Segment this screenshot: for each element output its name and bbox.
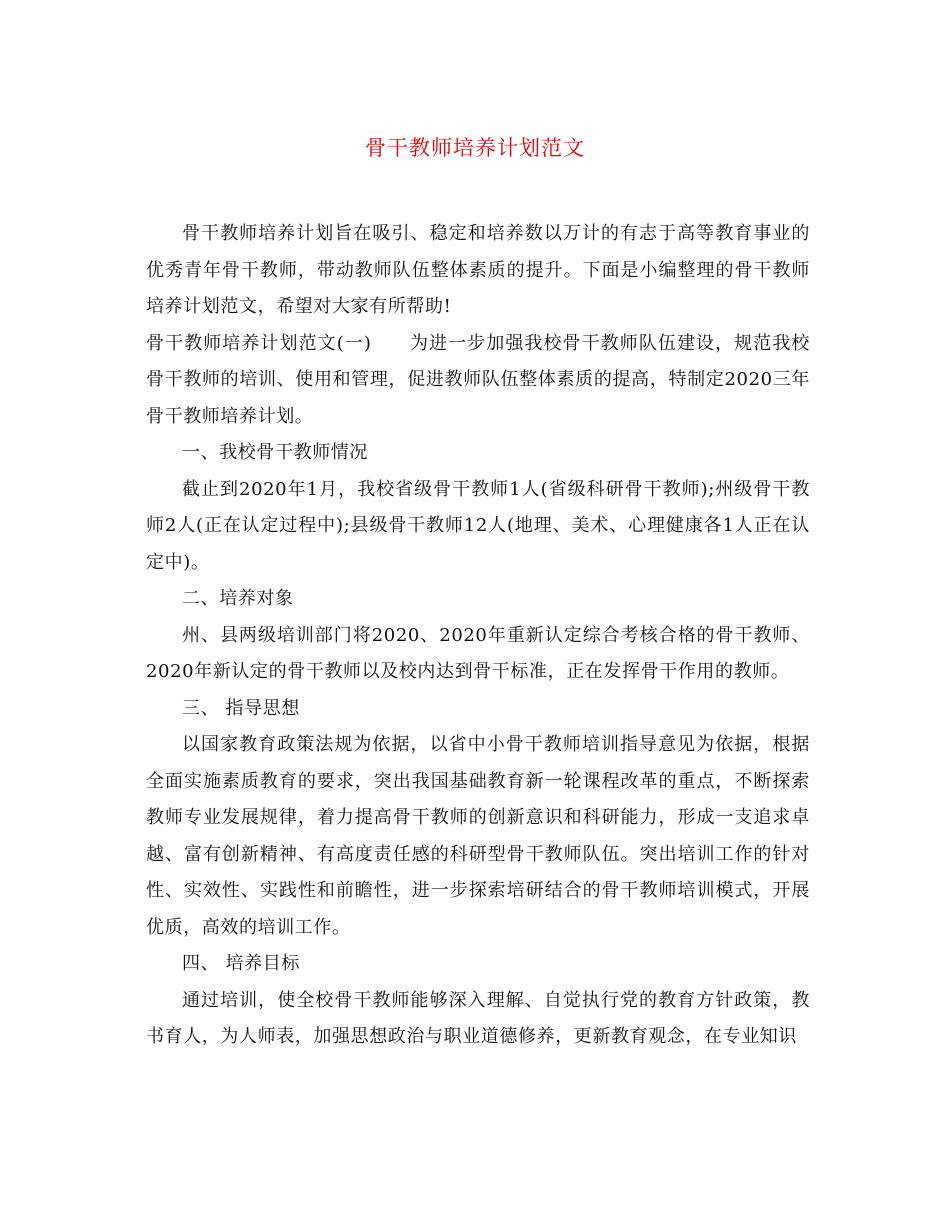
paragraph-guiding-ideology: 以国家教育政策法规为依据，以省中小骨干教师培训指导意见为依据，根据全面实施素质教育的要求，突出我国基础教育新一轮课程改革的重点，不断探索教师专业发展规律，着力提高骨干教师的创新意识和科研能力，形成一支追求卓越、富有创新精神、有高度责任感的科研型骨干教师队伍。突出培训工作的针对性、实效性、实践性和前瞻性，进一步探索培研结合的骨干教师培训模式，开展优质，高效的培训工作。 (146, 734, 810, 938)
paragraph-situation: 截止到2020年1月，我校省级骨干教师1人(省级科研骨干教师);州级骨干教师2人(正在认定过程中);县级骨干教师12人(地理、美术、心理健康各1人正在认定中)。 (146, 478, 810, 573)
paragraph-target: 州、县两级培训部门将2020、2020年重新认定综合考核合格的骨干教师、2020年新认定的骨干教师以及校内达到骨干标准，正在发挥骨干作用的教师。 (146, 624, 810, 682)
section-label: 骨干教师培养计划范文(一) (146, 332, 372, 354)
heading-guiding-ideology: 三、 指导思想 (182, 697, 300, 719)
heading-target: 二、培养对象 (182, 588, 294, 609)
heading-situation: 一、我校骨干教师情况 (182, 442, 368, 463)
paragraph-goal: 通过培训，使全校骨干教师能够深入理解、自觉执行党的教育方针政策，教书育人，为人师表，加强思想政治与职业道德修养，更新教育观念，在专业知识 (146, 989, 810, 1047)
section-paragraph (146, 326, 810, 436)
heading-goal: 四、 培养目标 (182, 953, 300, 974)
document-body (146, 216, 810, 1056)
intro-paragraph: 骨干教师培养计划旨在吸引、稳定和培养数以万计的有志于高等教育事业的优秀青年骨干教师，带动教师队伍整体素质的提升。下面是小编整理的骨干教师培养计划范文，希望对大家有所帮助! (146, 223, 810, 317)
section-intro: 为进一步加强我校骨干教师队伍建设，规范我校骨干教师的培训、使用和管理，促进教师队伍整体素质的提高，特制定2020三年骨干教师培养计划。 (146, 332, 810, 427)
document-title: 骨干教师培养计划范文 (365, 136, 585, 160)
